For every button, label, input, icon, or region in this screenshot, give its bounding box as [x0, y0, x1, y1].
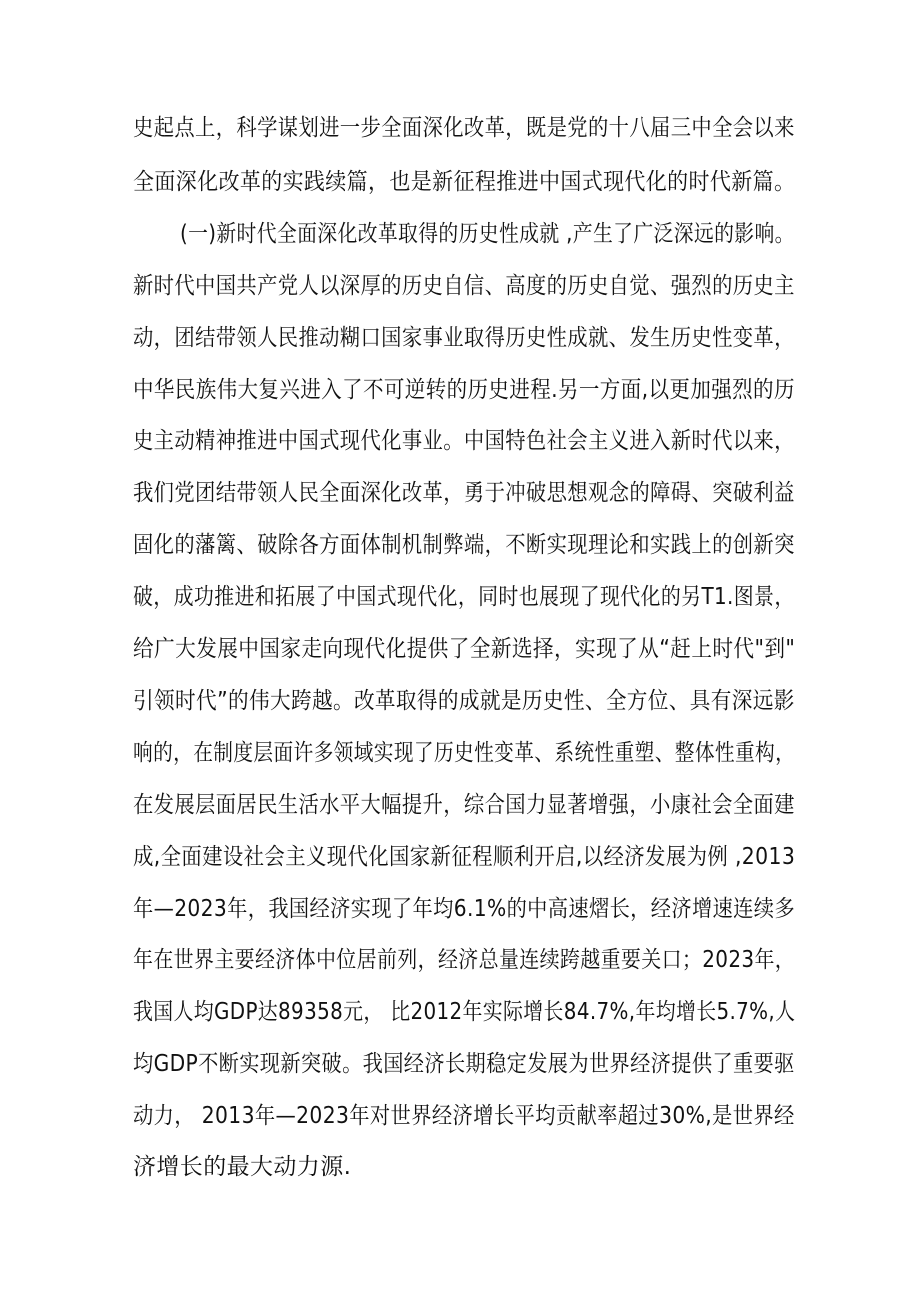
text-line: 史起点上，科学谋划进一步全面深化改革，既是党的十八届三中全会以来 — [133, 115, 795, 141]
text-line: 均GDP不断实现新突破。我国经济长期稳定发展为世界经济提供了重要驱 — [133, 1051, 795, 1077]
text-line: 动，团结带领人民推动糊口国家事业取得历史性成就、发生历史性变革， — [133, 325, 795, 351]
text-line: 济增长的最大动力源. — [133, 1154, 352, 1180]
text-line: 史主动精神推进中国式现代化事业。中国特色社会主义进入新时代以来， — [133, 428, 795, 454]
text-line: 年—2023年，我国经济实现了年均6.1%的中高速熠长，经济增速连续多 — [133, 896, 795, 922]
text-line: 我国人均GDP达89358元， 比2012年实际增长84.7%,年均增长5.7%,人 — [133, 999, 796, 1025]
text-line: 成,全面建设社会主义现代化国家新征程顺利开启,以经济发展为例 ,2013 — [133, 844, 796, 870]
text-line: 响的，在制度层面许多领域实现了历史性变革、系统性重塑、整体性重构， — [133, 740, 796, 766]
text-line: 动力， 2013年—2023年对世界经济增长平均贡献率超过30%,是世界经 — [133, 1103, 795, 1129]
text-line: 在发展层面居民生活水平大幅提升，综合国力显著增强，小康社会全面建 — [133, 792, 795, 818]
text-line: 固化的藩篱、破除各方面体制机制弊端，不断实现理论和实践上的创新突 — [133, 532, 795, 558]
text-line: 中华民族伟大复兴进入了不可逆转的历史进程.另一方面,以更加强烈的历 — [133, 377, 795, 403]
text-line: 引领时代”的伟大跨越。改革取得的成就是历史性、全方位、具有深远影 — [133, 688, 795, 714]
text-line: 全面深化改革的实践续篇，也是新征程推进中国式现代化的时代新篇。 — [133, 169, 796, 195]
text-line: 年在世界主要经济体中位居前列，经济总量连续跨越重要关口；2023年， — [133, 947, 796, 973]
text-line: 我们党团结带领人民全面深化改革，勇于冲破思想观念的障碍、突破利益 — [133, 480, 795, 506]
paragraph-heading: (一)新时代全面深化改革取得的历史性成就 ,产生了广泛深远的影响。 — [180, 221, 795, 247]
text-line: 破，成功推进和拓展了中国式现代化，同时也展现了现代化的另T1.图景， — [133, 584, 795, 610]
text-line: 给广大发展中国家走向现代化提供了全新选择，实现了从“赶上时代"到" — [133, 636, 796, 662]
text-line: 新时代中国共产党人以深厚的历史自信、高度的历史自觉、强烈的历史主 — [133, 273, 795, 299]
